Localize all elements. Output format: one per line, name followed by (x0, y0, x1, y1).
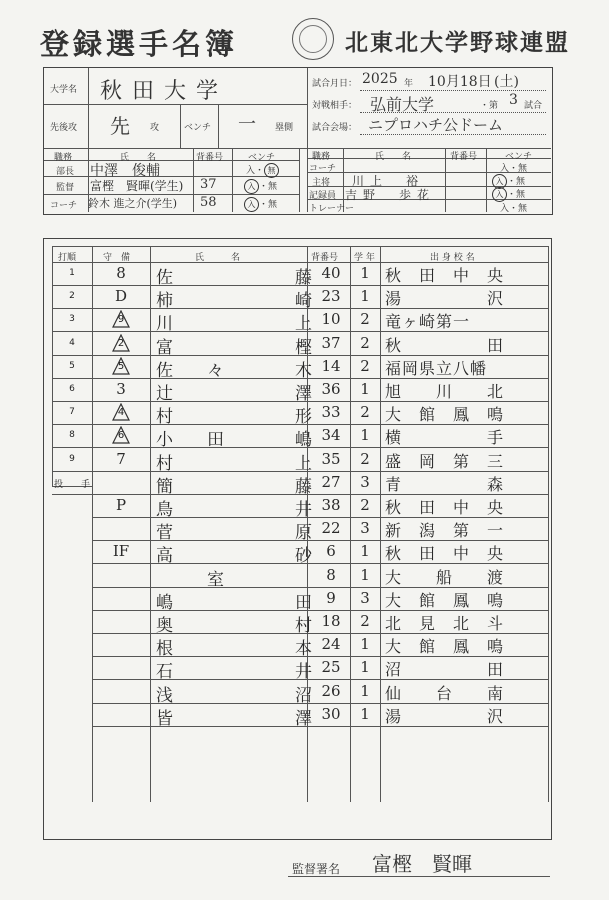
bench-value[interactable]: 一 (238, 114, 256, 135)
opponent-name[interactable]: 弘前大学 (370, 95, 435, 114)
school-year[interactable]: 2 (360, 333, 370, 352)
school-year[interactable]: 1 (360, 426, 370, 445)
batting-order: 2 (69, 291, 75, 302)
position[interactable]: IF (112, 542, 130, 561)
player-surname[interactable]: 小 田 (156, 430, 224, 451)
staff-bench[interactable]: 入・無 (500, 204, 528, 214)
staff-name[interactable]: 川上 裕 (352, 174, 425, 188)
uniform-number[interactable]: 26 (321, 681, 341, 700)
staff-col-name: 氏 名 (120, 153, 157, 163)
player-given[interactable]: 上 (295, 314, 312, 335)
home-school[interactable]: 旭 川 北 (385, 382, 505, 401)
federation-seal (292, 18, 334, 60)
school-year[interactable]: 2 (360, 496, 370, 514)
table-row (52, 424, 548, 451)
bench-label: ベンチ (184, 123, 212, 133)
player-surname[interactable]: 辻 (156, 384, 173, 404)
home-school[interactable]: 青 森 (385, 474, 505, 494)
school-year[interactable]: 1 (360, 380, 370, 398)
home-school[interactable]: 湯 沢 (385, 289, 505, 309)
uniform-number[interactable]: 38 (321, 496, 341, 514)
uniform-number[interactable]: 22 (321, 519, 341, 538)
player-surname[interactable]: 柿 (156, 291, 173, 312)
player-surname[interactable]: 佐 々 (156, 360, 224, 381)
home-school[interactable]: 大 船 渡 (385, 567, 505, 587)
col-number: 背番号 (311, 253, 339, 263)
uniform-number[interactable]: 10 (321, 310, 341, 329)
home-school[interactable]: 秋 田 中 央 (385, 544, 505, 564)
round-suffix: 試合 (524, 101, 543, 111)
table-row (52, 610, 548, 636)
school-year[interactable]: 1 (360, 542, 370, 561)
staff-col-number: 背番号 (450, 152, 478, 162)
col-school: 出 身 校 名 (430, 253, 475, 263)
player-given[interactable]: 木 (295, 360, 312, 381)
staff-role: 主将 (312, 178, 331, 188)
school-year[interactable]: 3 (360, 472, 370, 491)
signature-label: 監督署名 (292, 862, 341, 876)
staff-number[interactable]: 37 (200, 177, 217, 192)
uniform-number[interactable]: 34 (321, 426, 341, 445)
table-row (52, 378, 548, 404)
batting-order: 6 (69, 384, 75, 394)
uniform-number[interactable]: 25 (321, 658, 341, 677)
player-surname[interactable]: 皆 (156, 708, 173, 729)
player-given[interactable]: 藤 (295, 476, 312, 497)
school-year[interactable]: 2 (360, 612, 370, 630)
table-row (52, 494, 548, 520)
date-label: 試合月日： (312, 79, 358, 89)
uniform-number[interactable]: 6 (326, 542, 336, 561)
staff-role: コーチ (50, 201, 78, 211)
round-number[interactable]: 3 (509, 92, 518, 108)
home-school[interactable]: 竜ヶ崎第一 (385, 312, 471, 332)
position[interactable]: 8 (116, 264, 126, 282)
batting-order: 1 (69, 268, 75, 278)
home-school[interactable]: 大 館 鳳 鳴 (385, 637, 505, 657)
staff-name[interactable]: 鈴木 進之介(学生) (88, 197, 178, 210)
uniform-number[interactable]: 40 (321, 264, 341, 282)
table-row (52, 703, 548, 729)
staff-col-number: 背番号 (196, 153, 224, 163)
position[interactable]: D (114, 287, 128, 306)
uniform-number[interactable]: 27 (321, 472, 341, 491)
home-school[interactable]: 秋 田 中 央 (385, 266, 505, 285)
player-surname[interactable]: 簡 (156, 476, 173, 497)
staff-bench[interactable]: 入 ・無 (492, 187, 525, 202)
home-school[interactable]: 北 見 北 斗 (385, 614, 505, 633)
staff-name[interactable]: 吉野 歩花 (345, 188, 436, 202)
table-row (52, 332, 548, 358)
position[interactable] (92, 310, 150, 332)
order-value[interactable]: 先 (110, 114, 130, 138)
table-row (52, 471, 548, 497)
player-given[interactable]: 樫 (295, 337, 312, 358)
staff-col-role: 職務 (312, 152, 331, 162)
player-surname[interactable]: 根 (156, 639, 173, 660)
bench-suffix: 塁側 (275, 123, 294, 133)
home-school[interactable]: 大 館 鳳 鳴 (385, 590, 505, 610)
school-year[interactable]: 1 (360, 635, 370, 654)
table-row (52, 633, 548, 660)
player-given[interactable]: 形 (295, 407, 312, 428)
home-school[interactable]: 盛 岡 第 三 (385, 451, 505, 471)
player-surname[interactable]: 菅 (156, 523, 173, 544)
home-school[interactable]: 湯 沢 (385, 706, 505, 726)
position[interactable] (92, 426, 150, 448)
player-surname[interactable]: 浅 (156, 685, 173, 706)
player-given[interactable]: 本 (295, 639, 312, 660)
player-surname[interactable]: 石 (156, 662, 173, 683)
page-title: 登録選手名簿 (40, 27, 239, 61)
col-name: 氏 名 (195, 253, 241, 263)
triangle-mark-icon: 5 (112, 357, 130, 375)
date-month-day[interactable]: 10月18日 (428, 74, 492, 90)
player-given[interactable]: 砂 (295, 546, 312, 567)
home-school[interactable]: 新 潟 第 一 (385, 521, 505, 541)
signature-name[interactable]: 富樫 賢暉 (372, 852, 472, 876)
triangle-mark-icon: 6 (112, 426, 130, 444)
home-school[interactable]: 福岡県立八幡 (385, 358, 488, 378)
uniform-number[interactable]: 33 (321, 403, 341, 422)
uniform-number[interactable]: 23 (321, 287, 341, 306)
school-year[interactable]: 2 (360, 449, 370, 468)
batting-order: 8 (69, 430, 75, 441)
player-surname[interactable]: 富 (156, 337, 173, 358)
opponent-label: 対戦相手： (312, 101, 358, 111)
position[interactable]: 3 (116, 380, 126, 398)
venue-name[interactable]: ニプロハチ公ドーム (368, 116, 504, 134)
uniform-number[interactable]: 36 (321, 380, 341, 398)
triangle-mark-icon: 2 (112, 334, 130, 352)
player-given[interactable]: 田 (295, 592, 312, 613)
table-row (52, 517, 548, 544)
home-school[interactable]: 横 手 (385, 428, 505, 448)
school-year[interactable]: 1 (360, 704, 370, 723)
uniform-number[interactable]: 24 (321, 635, 341, 654)
batting-order: 3 (69, 314, 75, 325)
school-year[interactable]: 1 (360, 681, 370, 700)
school-year[interactable]: 2 (360, 310, 370, 329)
venue-label: 試合会場： (312, 123, 358, 133)
batting-order: 投 手 (53, 479, 90, 490)
uniform-number[interactable]: 8 (326, 565, 336, 584)
school-year[interactable]: 2 (360, 403, 370, 422)
staff-role: コーチ (309, 164, 337, 174)
order-suffix: 攻 (150, 123, 160, 133)
player-given[interactable]: 村 (295, 616, 312, 636)
school-year[interactable]: 2 (360, 356, 370, 375)
school-year[interactable]: 1 (360, 565, 370, 584)
school-year[interactable]: 1 (360, 264, 370, 282)
round-label: ・第 (480, 101, 499, 111)
federation-name: 北東北大学野球連盟 (345, 30, 570, 56)
date-year[interactable]: 2025 (362, 71, 398, 87)
staff-name[interactable]: 中澤 俊輔 (90, 163, 160, 179)
table-row (52, 262, 548, 288)
position[interactable]: P (115, 496, 127, 514)
player-given[interactable]: 井 (295, 500, 312, 520)
staff-col-name: 氏 名 (375, 152, 412, 162)
uniform-number[interactable]: 35 (321, 449, 341, 468)
player-given[interactable]: 沼 (295, 685, 312, 706)
player-given[interactable]: 澤 (295, 708, 312, 729)
col-year: 学 年 (354, 253, 375, 263)
home-school[interactable]: 秋 田 (385, 335, 505, 355)
table-row (52, 448, 548, 474)
staff-col-bench: ベンチ (505, 152, 533, 162)
home-school[interactable]: 仙 台 南 (385, 683, 505, 703)
player-given[interactable]: 原 (295, 523, 312, 544)
uniform-number[interactable]: 30 (321, 704, 341, 723)
school-year[interactable]: 3 (360, 519, 370, 538)
batting-order: 7 (69, 407, 75, 418)
school-year[interactable]: 3 (360, 588, 370, 607)
player-given[interactable]: 井 (295, 662, 312, 683)
batting-order: 9 (69, 453, 75, 464)
staff-role: 記録員 (309, 191, 337, 201)
staff-bench[interactable]: 入・無 (500, 164, 528, 174)
table-row (52, 587, 548, 613)
player-surname[interactable]: 佐 (156, 268, 173, 288)
uniform-number[interactable]: 9 (326, 588, 336, 607)
position[interactable] (92, 357, 150, 379)
position[interactable]: 7 (116, 449, 126, 468)
table-row (52, 355, 548, 381)
player-given[interactable]: 藤 (295, 268, 312, 288)
staff-role: トレーナー (309, 204, 355, 214)
staff-col-role: 職務 (54, 153, 73, 163)
table-row (52, 540, 548, 567)
triangle-mark-icon: 9 (112, 310, 130, 328)
table-row (52, 680, 548, 706)
school-year[interactable]: 1 (360, 287, 370, 306)
home-school[interactable]: 沼 田 (385, 660, 505, 680)
table-row (52, 308, 548, 335)
player-surname[interactable]: 奥 (156, 616, 173, 636)
table-row (52, 401, 548, 428)
player-surname[interactable]: 室 (156, 569, 224, 590)
home-school[interactable]: 大 館 鳳 鳴 (385, 405, 505, 425)
triangle-mark-icon: 4 (112, 403, 130, 421)
staff-bench[interactable]: 入 ・無 (492, 174, 525, 189)
player-surname[interactable]: 川 (156, 314, 173, 335)
university-name[interactable]: 秋田大学 (100, 79, 229, 104)
player-surname[interactable]: 鳥 (156, 500, 173, 520)
player-given[interactable]: 上 (295, 453, 312, 474)
batting-order: 4 (69, 337, 75, 348)
player-surname[interactable]: 嶋 (156, 592, 173, 613)
player-surname[interactable]: 村 (156, 453, 173, 474)
staff-bench[interactable]: 入・ 無 (246, 163, 279, 178)
date-weekday[interactable]: (土) (494, 74, 519, 90)
position[interactable] (92, 403, 150, 425)
staff-bench[interactable]: 入 ・無 (244, 197, 277, 212)
staff-role: 監督 (56, 183, 75, 193)
home-school[interactable]: 秋 田 中 央 (385, 498, 505, 517)
date-year-suffix: 年 (404, 79, 414, 89)
table-row (52, 285, 548, 312)
uniform-number[interactable]: 14 (321, 356, 341, 375)
uniform-number[interactable]: 37 (321, 333, 341, 352)
player-surname[interactable]: 高 (156, 546, 173, 567)
order-label: 先後攻 (50, 123, 78, 133)
player-given[interactable]: 崎 (295, 291, 312, 312)
position[interactable] (92, 334, 150, 356)
table-row (52, 656, 548, 683)
col-position: 守 備 (103, 253, 131, 263)
table-row (52, 564, 548, 590)
staff-number[interactable]: 58 (200, 195, 217, 210)
player-given[interactable]: 嶋 (295, 430, 312, 451)
staff-col-bench: ベンチ (248, 153, 276, 163)
staff-name[interactable]: 富樫 賢暉(学生) (90, 179, 184, 193)
batting-order: 5 (69, 360, 75, 371)
university-label: 大学名 (50, 85, 78, 95)
uniform-number[interactable]: 18 (321, 612, 341, 630)
staff-bench[interactable]: 入 ・無 (244, 179, 277, 194)
staff-role: 部長 (56, 167, 75, 177)
player-surname[interactable]: 村 (156, 407, 173, 428)
school-year[interactable]: 1 (360, 658, 370, 677)
player-given[interactable]: 澤 (295, 384, 312, 404)
col-order: 打順 (58, 253, 77, 263)
